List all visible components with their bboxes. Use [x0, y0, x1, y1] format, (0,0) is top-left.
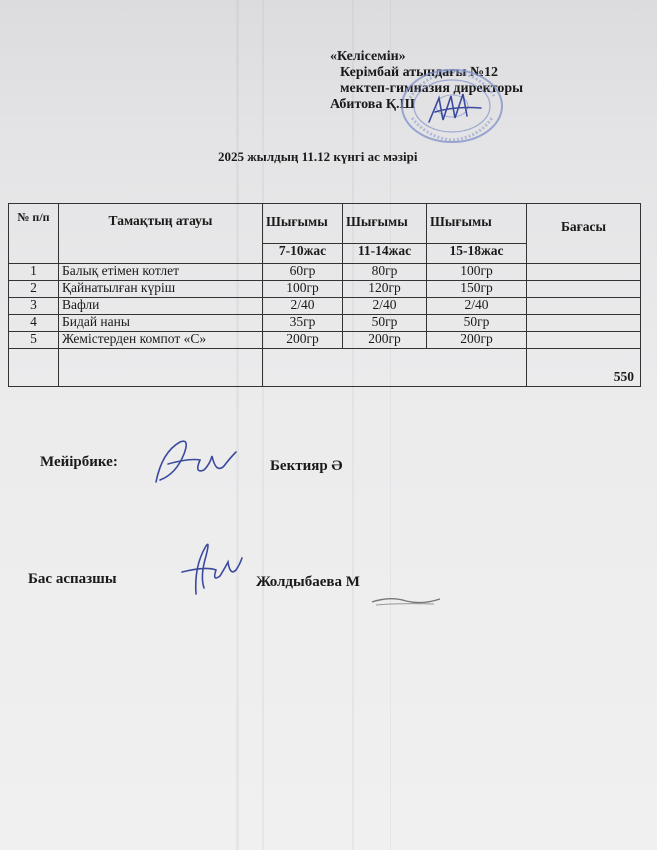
empty-cell: [59, 349, 263, 387]
head-cook-role-label: Бас аспазшы: [28, 571, 117, 587]
portion-11-14: 200гр: [343, 332, 427, 349]
header-output-3: Шығымы: [427, 204, 527, 244]
portion-11-14: 80гр: [343, 264, 427, 281]
portion-7-10: 2/40: [263, 298, 343, 315]
portion-11-14: 50гр: [343, 315, 427, 332]
portion-15-18: 150гр: [427, 281, 527, 298]
table-row: [9, 332, 641, 349]
smudge-icon: [370, 594, 442, 608]
approval-line-2: Керімбай атындағы №12: [340, 65, 499, 80]
dish-name: Балық етімен котлет: [59, 264, 263, 281]
scan-streak: [390, 0, 391, 850]
head-cook-name: Жолдыбаева М: [256, 574, 360, 590]
table-row: [9, 264, 641, 281]
nurse-role-label: Мейірбике:: [40, 454, 118, 470]
age-group-1: 7-10жас: [263, 244, 343, 264]
approval-line-1: «Келісемін»: [330, 49, 406, 64]
portion-7-10: 200гр: [263, 332, 343, 349]
table-row: [9, 281, 641, 298]
row-number: 5: [9, 332, 59, 349]
dish-name: Жемістерден компот «С»: [59, 332, 263, 349]
portion-7-10: 35гр: [263, 315, 343, 332]
dish-name: Қайнатылған күріш: [59, 281, 263, 298]
approval-line-4: Абитова Қ.Ш: [330, 97, 415, 112]
scan-streak: [236, 0, 239, 850]
portion-15-18: 200гр: [427, 332, 527, 349]
price-cell: [527, 315, 641, 332]
age-group-3: 15-18жас: [427, 244, 527, 264]
empty-cell: [263, 349, 527, 387]
price-cell: [527, 298, 641, 315]
header-output-2: Шығымы: [343, 204, 427, 244]
portion-15-18: 100гр: [427, 264, 527, 281]
nurse-name: Бектияр Ә: [270, 458, 343, 474]
director-signature-icon: [425, 92, 485, 128]
empty-cell: [9, 349, 59, 387]
table-row: [9, 298, 641, 315]
portion-7-10: 100гр: [263, 281, 343, 298]
document-title: 2025 жылдың 11.12 күнгі ас мәзірі: [218, 149, 418, 164]
header-dish-name: Тамақтың атауы: [59, 204, 263, 264]
scan-streak: [352, 0, 354, 850]
head-cook-signature-icon: [176, 536, 246, 600]
price-cell: [527, 281, 641, 298]
header-number: № п/п: [9, 204, 59, 264]
price-cell: [527, 264, 641, 281]
row-number: 1: [9, 264, 59, 281]
portion-11-14: 2/40: [343, 298, 427, 315]
table-total-row: [9, 349, 641, 387]
portion-15-18: 2/40: [427, 298, 527, 315]
portion-7-10: 60гр: [263, 264, 343, 281]
portion-11-14: 120гр: [343, 281, 427, 298]
table-header-row: [9, 204, 641, 244]
nurse-signature-icon: [150, 434, 242, 490]
total-price: 550: [527, 349, 641, 387]
row-number: 3: [9, 298, 59, 315]
price-cell: [527, 332, 641, 349]
portion-15-18: 50гр: [427, 315, 527, 332]
scan-streak: [262, 0, 264, 850]
age-group-2: 11-14жас: [343, 244, 427, 264]
header-price: Бағасы: [527, 204, 641, 264]
dish-name: Бидай наны: [59, 315, 263, 332]
approval-line-3: мектеп-гимназия директоры: [340, 81, 524, 96]
table-row: [9, 315, 641, 332]
header-output-1: Шығымы: [263, 204, 343, 244]
menu-table: [8, 203, 641, 387]
row-number: 2: [9, 281, 59, 298]
row-number: 4: [9, 315, 59, 332]
dish-name: Вафли: [59, 298, 263, 315]
